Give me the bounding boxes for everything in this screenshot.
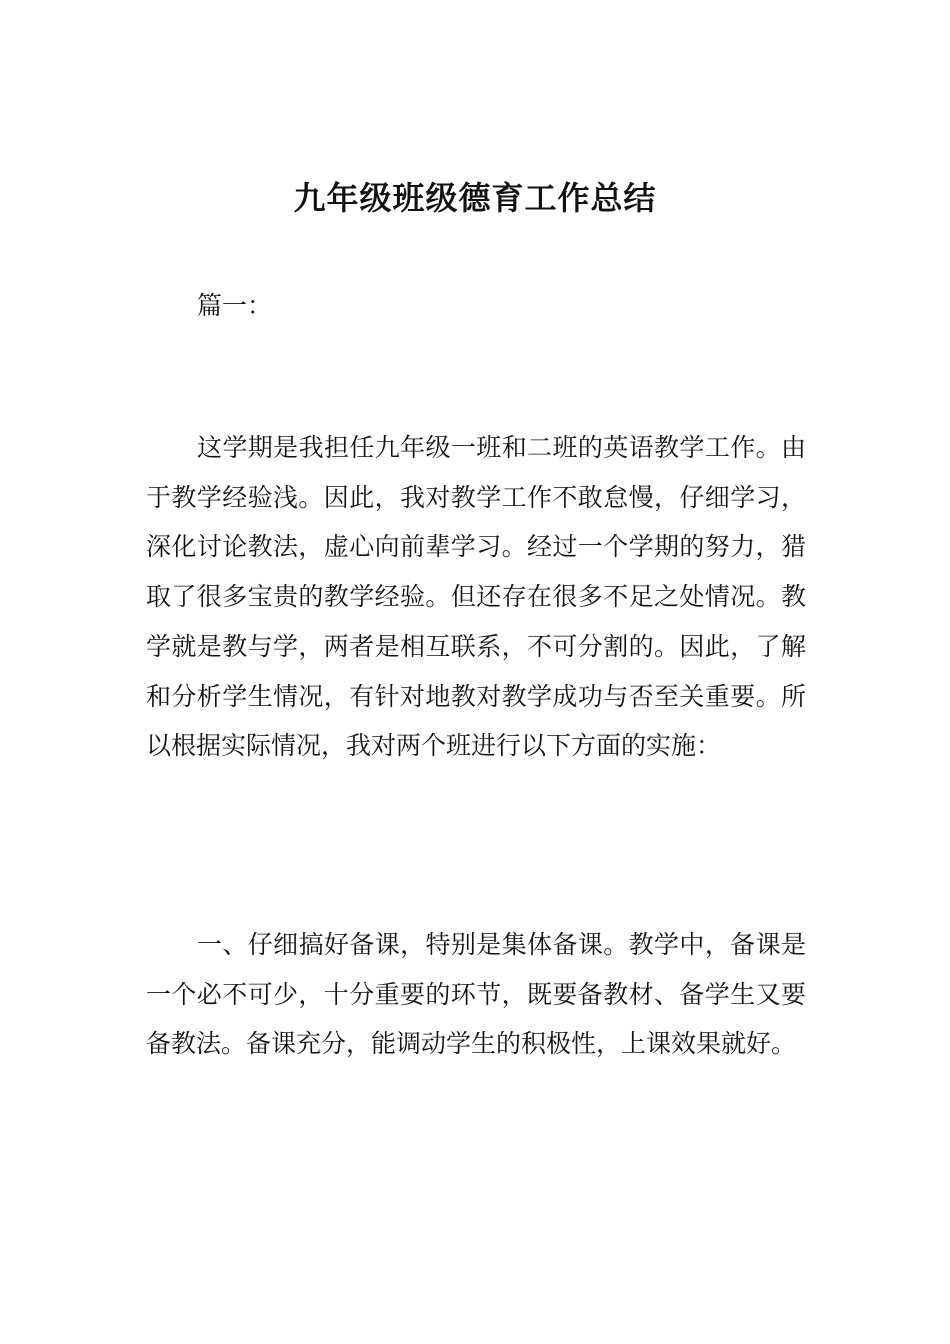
- section-label: 篇一：: [197, 291, 273, 320]
- body-paragraph-1: 这学期是我担任九年级一班和二班的英语教学工作。由于教学经验浅。因此，我对教学工作不敢怠慢，仔细学习，深化讨论教法，虚心向前辈学习。经过一个学期的努力，猎取了很多宝贵的教学经验。但还存在很多不足之处情况。教学就是教与学，两者是相互联系，不可分割的。因此，了解和分析学生情况，有针对地教对教学成功与否至关重要。所以根据实际情况，我对两个班进行以下方面的实施：: [146, 433, 806, 761]
- document-title: 九年级班级德育工作总结: [293, 179, 657, 217]
- body-paragraph-2: 一、仔细搞好备课，特别是集体备课。教学中，备课是一个必不可少，十分重要的环节，既要备教材、备学生又要备教法。备课充分，能调动学生的积极性，上课效果就好。: [146, 930, 806, 1059]
